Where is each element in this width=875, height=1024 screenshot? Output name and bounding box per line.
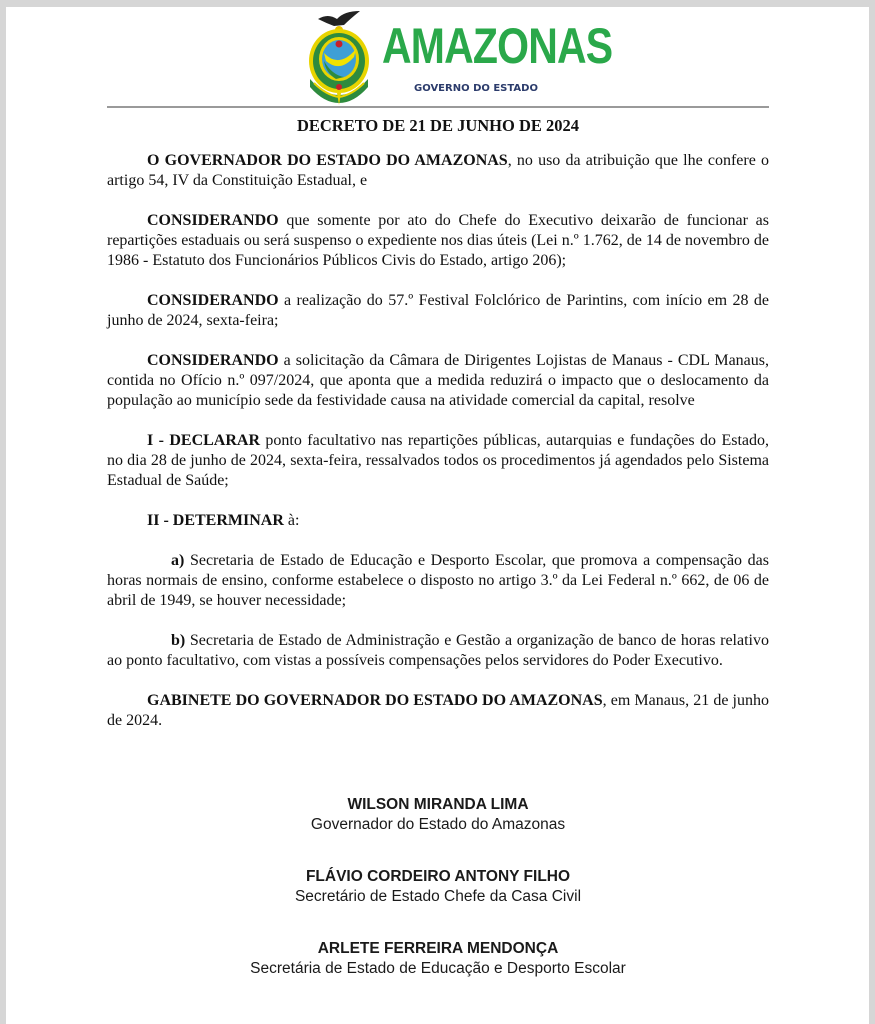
signatory-role: Secretário de Estado Chefe da Casa Civil — [294, 888, 582, 905]
government-logo — [304, 9, 613, 107]
signatory-name: FLÁVIO CORDEIRO ANTONY FILHO — [305, 868, 571, 885]
signature-block — [107, 795, 769, 1011]
preamble-paragraph — [107, 151, 769, 191]
paragraph-text: ponto facultativo nas repartições públicas, autarquias e fundações do Estado, no dia 28 de junho de 2024, sexta-feira, ressalvados todos os procedimentos já agendados pelo Sistema Estadual de Saúde; — [107, 432, 769, 489]
paragraph-lead: GABINETE DO GOVERNADOR DO ESTADO DO AMAZONAS — [147, 692, 603, 709]
closing-paragraph — [107, 691, 769, 731]
paragraph-text: que somente por ato do Chefe do Executivo deixarão de funcionar as repartições estaduais ou será suspenso o expediente nos dias úteis (Lei n.º 1.762, de 14 de novembro de 1986 - Estatuto dos Funcionários Públicos Civis do Estado, artigo 206); — [107, 212, 769, 269]
paragraph-lead: I - DECLARAR — [147, 432, 261, 449]
header-divider — [107, 106, 769, 108]
decree-title: DECRETO DE 21 DE JUNHO DE 2024 — [296, 116, 580, 135]
signatory-name: ARLETE FERREIRA MENDONÇA — [317, 940, 559, 957]
paragraph-text: , no uso da atribuição que lhe confere o artigo 54, IV da Constituição Estadual, e — [107, 152, 770, 189]
brand-subtitle: GOVERNO DO ESTADO — [414, 83, 538, 94]
paragraph-text: Secretaria de Estado de Educação e Desporto Escolar, que promova a compensação das horas normais de ensino, conforme estabelece o disposto no artigo 3.º da Lei Federal n.º 662, de 06 de abril de 1949, se houver necessidade; — [107, 552, 769, 609]
item-a-paragraph — [107, 551, 769, 611]
decree-body — [107, 116, 769, 751]
paragraph-text: a solicitação da Câmara de Dirigentes Lojistas de Manaus - CDL Manaus, contida no Ofício n.º 097/2024, que aponta que a medida reduzirá o impacto que o deslocamento da população ao município sede da festividade causa na atividade comercial da capital, resolve — [107, 352, 769, 409]
paragraph-lead: II - DETERMINAR — [147, 512, 284, 529]
signature-education — [107, 939, 769, 979]
paragraph-text: à: — [283, 512, 300, 529]
paragraph-lead: b) — [171, 632, 186, 649]
article-ii-paragraph — [107, 511, 769, 531]
brand-name: AMAZONAS — [382, 18, 613, 74]
paragraph-text: Secretaria de Estado de Administração e Gestão a organização de banco de horas relativo ao ponto facultativo, com vistas a possíveis compensações pelos servidores do Poder Executivo. — [107, 632, 769, 669]
signature-governor — [107, 795, 769, 835]
considering-paragraph — [107, 211, 769, 271]
considering-paragraph — [107, 351, 769, 411]
document-page — [6, 7, 869, 1024]
paragraph-lead: CONSIDERANDO — [147, 212, 279, 229]
paragraph-lead: O GOVERNADOR DO ESTADO DO AMAZONAS — [147, 152, 508, 169]
signatory-name: WILSON MIRANDA LIMA — [347, 796, 529, 813]
amazonas-coat-of-arms-icon — [304, 9, 374, 105]
paragraph-lead: a) — [171, 552, 185, 569]
paragraph-text: , em Manaus, 21 de junho de 2024. — [107, 692, 769, 729]
signatory-role: Governador do Estado do Amazonas — [310, 816, 566, 833]
item-b-paragraph — [107, 631, 769, 671]
paragraph-lead: CONSIDERANDO — [147, 292, 279, 309]
signature-casa-civil — [107, 867, 769, 907]
paragraph-lead: CONSIDERANDO — [147, 352, 279, 369]
considering-paragraph — [107, 291, 769, 331]
paragraph-text: a realização do 57.º Festival Folclórico de Parintins, com início em 28 de junho de 2024, sexta-feira; — [107, 292, 769, 329]
article-i-paragraph — [107, 431, 769, 491]
signatory-role: Secretária de Estado de Educação e Desporto Escolar — [250, 960, 626, 977]
